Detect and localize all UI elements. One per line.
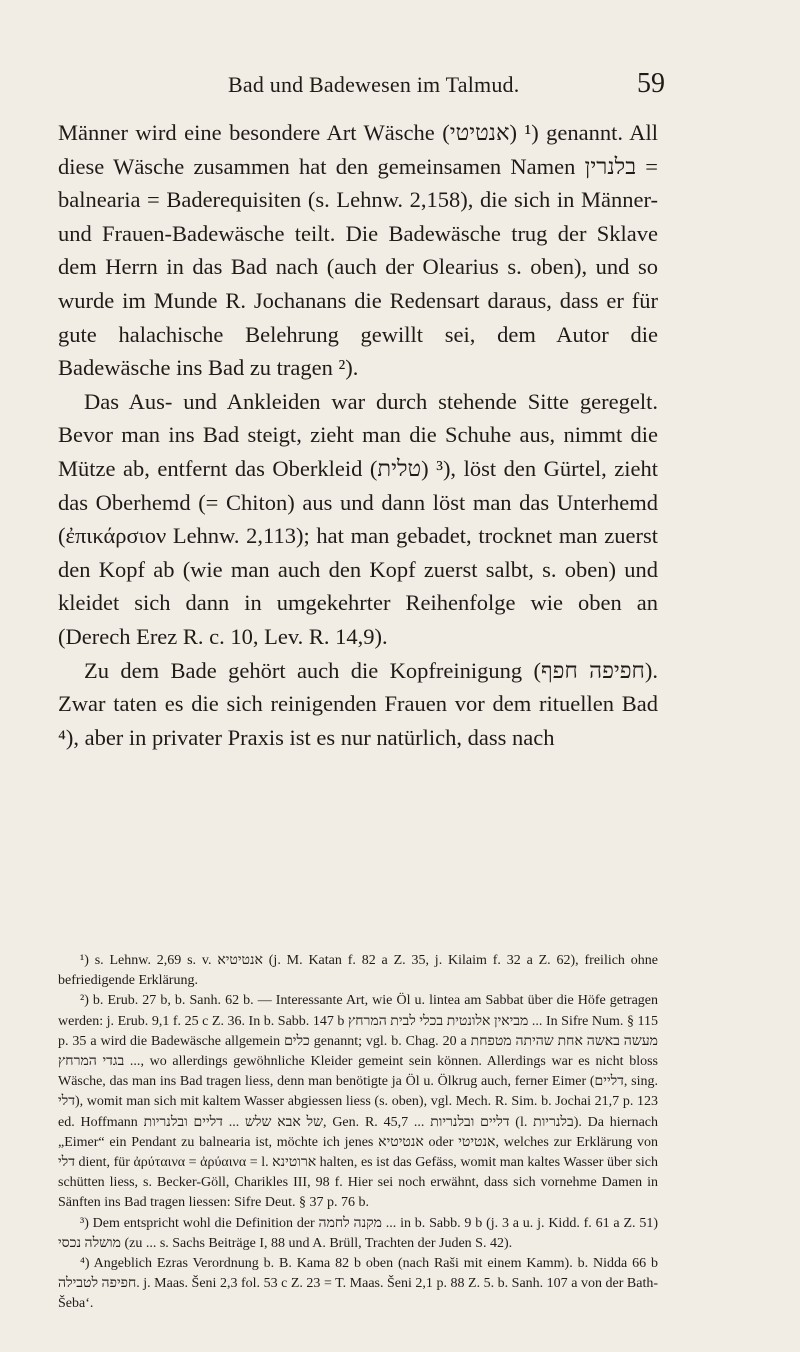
main-text bbox=[58, 116, 658, 754]
running-head bbox=[0, 68, 800, 112]
footnote-1: ¹) s. Lehnw. 2,69 s. v. אנטיטיא (j. M. Katan f. 82 a Z. 35, j. Kilaim f. 32 a Z. 62), freilich ohne befriedigende Erklärung. bbox=[58, 953, 658, 989]
running-title: Bad und Badewesen im Talmud. bbox=[228, 72, 520, 97]
page-number: 59 bbox=[637, 68, 665, 99]
paragraph-3: Zu dem Bade gehört auch die Kopfreinigung (חפיפה חפף). Zwar taten es die sich reinigenden Frauen vor dem rituellen Bad ⁴), aber in privater Praxis ist es nur natürlich, dass nach bbox=[58, 657, 658, 750]
paragraph-2: Das Aus- und Ankleiden war durch stehende Sitte geregelt. Bevor man ins Bad steigt, zieht man die Schuhe aus, nimmt die Mütze ab, entfernt das Oberkleid (טלית) ³), löst den Gürtel, zieht das Oberhemd (= Chiton) aus und dann löst man das Unterhemd (ἐπικάρσιον Lehnw. 2,113); hat man gebadet, trocknet man zuerst den Kopf ab (wie man auch den Kopf zuerst salbt, s. oben) und kleidet sich dann in umgekehrter Reihenfolge wie oben an (Derech Erez R. c. 10, Lev. R. 14,9). bbox=[58, 388, 658, 649]
footnote-3: ³) Dem entspricht wohl die Definition der מקנה לחמה ... in b. Sabb. 9 b (j. 3 a u. j. Kidd. f. 61 a Z. 51) מושלה נכסי (zu ... s. Sachs Beiträge I, 88 und A. Brüll, Trachten der Juden S. 42). bbox=[58, 1215, 658, 1251]
footnote-2: ²) b. Erub. 27 b, b. Sanh. 62 b. — Interessante Art, wie Öl u. lintea am Sabbat über die Höfe getragen werden: j. Erub. 9,1 f. 25 c Z. 36. In b. Sabb. 147 b מביאין אלונטית בכלי לבית המרחץ ... In Sifre Num. § 115 p. 35 a wird die Badewäsche allgemein כלים genannt; vgl. b. Chag. 20 a מעשה באשה אחת שהיתה מטפחת ... בגדי המרחץ, wo allerdings gewöhnliche Kleider gemeint sein können. Allerdings war es nicht bloss Wäsche, das man ins Bad tragen liess, denn man benötigte ja Öl u. Ölkrug auch, ferner Eimer (דליים, sing. דלי), womit man sich mit kaltem Wasser abgiessen liess (s. oben), vgl. Mech. R. Sim. b. Jochai 21,7 p. 123 ed. Hoffmann של אבא שלש ... דליים ובלנריות, Gen. R. 45,7 ... דליים ובלנריות (l. בלנריות). Da hiernach „Eimer“ ein Pendant zu balnearia ist, möchte ich jenes אנטיטיא oder אנטיטי, welches zur Erklärung von דלי dient, für ἀρύταινα = ἀρύαινα = l. ארוטינא halten, es ist das Gefäss, womit man kaltes Wasser über sich schütten liess, s. Becker-Göll, Charikles III, 98 f. Hier sei noch erwähnt, dass sich vornehme Damen in Sänften ins Bad tragen liessen: Sifre Deut. § 37 p. 76 b. bbox=[58, 993, 658, 1211]
paragraph-1: Männer wird eine besondere Art Wäsche (אנטיטי) ¹) genannt. All diese Wäsche zusammen hat den gemeinsamen Namen בלנרין = balnearia = Baderequisiten (s. Lehnw. 2,158), die sich in Männer- und Frauen-Badewäsche teilt. Die Badewäsche trug der Sklave dem Herrn in das Bad nach (auch der Olearius s. oben), und so wurde im Munde R. Jochanans die Redensart daraus, dass er für gute halachische Belehrung gewillt sei, dem Autor die Badewäsche ins Bad zu tragen ²). bbox=[58, 120, 658, 381]
footnotes bbox=[58, 951, 658, 1315]
footnote-4: ⁴) Angeblich Ezras Verordnung b. B. Kama 82 b oben (nach Raši mit einem Kamm). b. Nidda 66 b חפיפה לטבילה. j. Maas. Šeni 2,3 fol. 53 c Z. 23 = T. Maas. Šeni 2,1 p. 88 Z. 5. b. Sanh. 107 a von der Bath-Šeba‘. bbox=[58, 1256, 658, 1312]
